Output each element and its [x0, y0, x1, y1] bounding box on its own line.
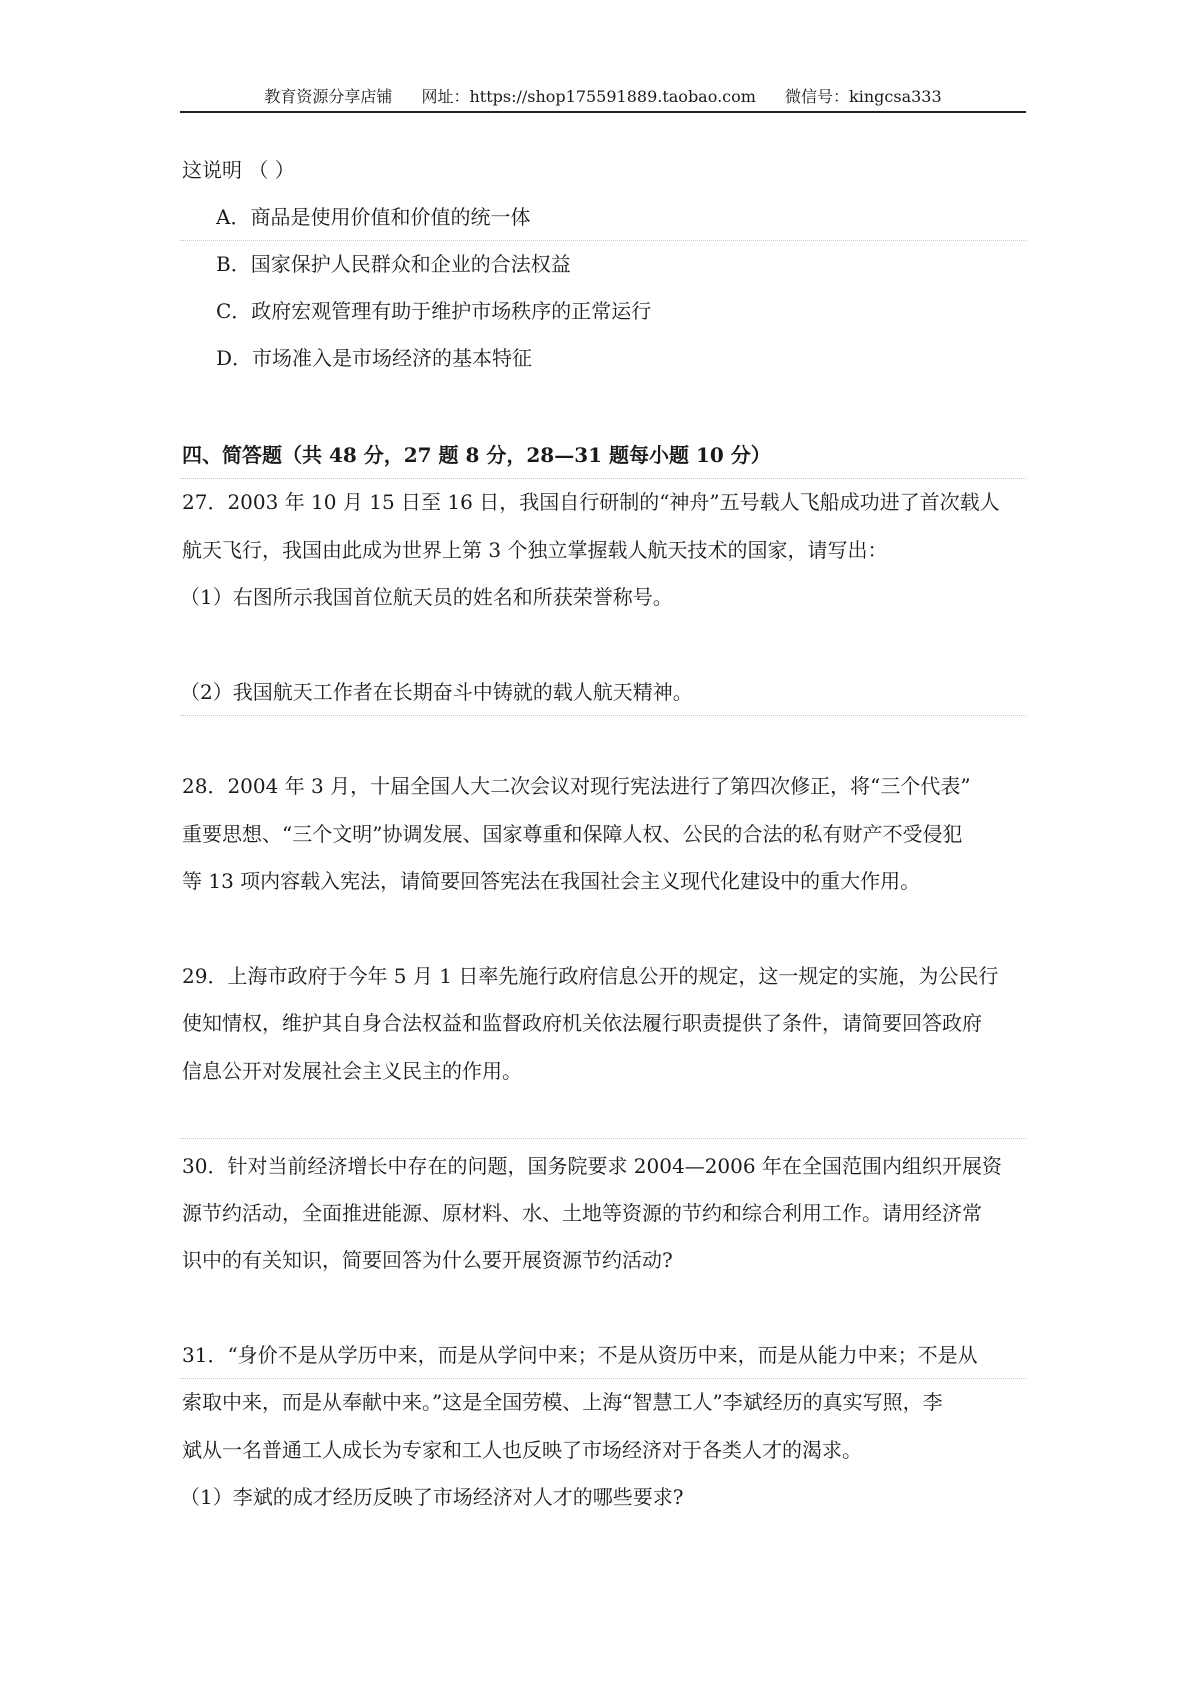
q26-stem: 这说明 （ ） — [182, 158, 295, 182]
q26-option-a: A．商品是使用价值和价值的统一体 — [216, 205, 531, 229]
q30-line-2: 源节约活动，全面推进能源、原材料、水、土地等资源的节约和综合利用工作。请用经济常 — [182, 1201, 982, 1225]
divider — [180, 715, 1026, 716]
header-shop: 教育资源分享店铺 — [264, 87, 393, 106]
q31-line-2: 索取中来，而是从奉献中来。”这是全国劳模、上海“智慧工人”李斌经历的真实写照，李 — [182, 1390, 943, 1414]
divider — [180, 1138, 1026, 1139]
q29-line-1: 29．上海市政府于今年 5 月 1 日率先施行政府信息公开的规定，这一规定的实施，为公民行 — [182, 964, 999, 988]
q27-sub-1: （1）右图所示我国首位航天员的姓名和所获荣誉称号。 — [180, 585, 673, 609]
divider — [180, 478, 1026, 479]
header-wechat: 微信号：kingcsa333 — [785, 87, 942, 106]
section-title: 四、简答题（共 48 分，27 题 8 分，28—31 题每小题 10 分） — [182, 443, 771, 467]
divider — [180, 240, 1026, 241]
q30-line-3: 识中的有关知识，简要回答为什么要开展资源节约活动? — [182, 1248, 673, 1272]
q28-line-3: 等 13 项内容载入宪法，请简要回答宪法在我国社会主义现代化建设中的重大作用。 — [182, 869, 921, 893]
q27-sub-2: （2）我国航天工作者在长期奋斗中铸就的载人航天精神。 — [180, 680, 693, 704]
q29-line-3: 信息公开对发展社会主义民主的作用。 — [182, 1059, 522, 1083]
q27-line-2: 航天飞行，我国由此成为世界上第 3 个独立掌握载人航天技术的国家，请写出： — [182, 538, 888, 562]
q31-line-3: 斌从一名普通工人成长为专家和工人也反映了市场经济对于各类人才的渴求。 — [182, 1438, 862, 1462]
header-url: 网址：https://shop175591889.taobao.com — [421, 87, 756, 106]
q31-sub-1: （1）李斌的成才经历反映了市场经济对人才的哪些要求? — [180, 1485, 684, 1509]
divider — [180, 1378, 1026, 1379]
q31-line-1: 31．“身价不是从学历中来，而是从学问中来；不是从资历中来，而是从能力中来；不是从 — [182, 1343, 978, 1367]
q26-option-d: D．市场准入是市场经济的基本特征 — [216, 346, 533, 370]
page-header — [180, 86, 1026, 108]
q29-line-2: 使知情权，维护其自身合法权益和监督政府机关依法履行职责提供了条件，请简要回答政府 — [182, 1011, 982, 1035]
q27-line-1: 27．2003 年 10 月 15 日至 16 日，我国自行研制的“神舟”五号载人飞船成功进了首次载人 — [182, 490, 1000, 514]
q26-option-c: C．政府宏观管理有助于维护市场秩序的正常运行 — [216, 299, 652, 323]
q26-option-b: B．国家保护人民群众和企业的合法权益 — [216, 252, 571, 276]
q30-line-1: 30．针对当前经济增长中存在的问题，国务院要求 2004—2006 年在全国范围内组织开展资 — [182, 1154, 1002, 1178]
q28-line-2: 重要思想、“三个文明”协调发展、国家尊重和保障人权、公民的合法的私有财产不受侵犯 — [182, 822, 963, 846]
header-rule — [180, 111, 1026, 113]
q28-line-1: 28．2004 年 3 月，十届全国人大二次会议对现行宪法进行了第四次修正，将“三个代表” — [182, 774, 971, 798]
